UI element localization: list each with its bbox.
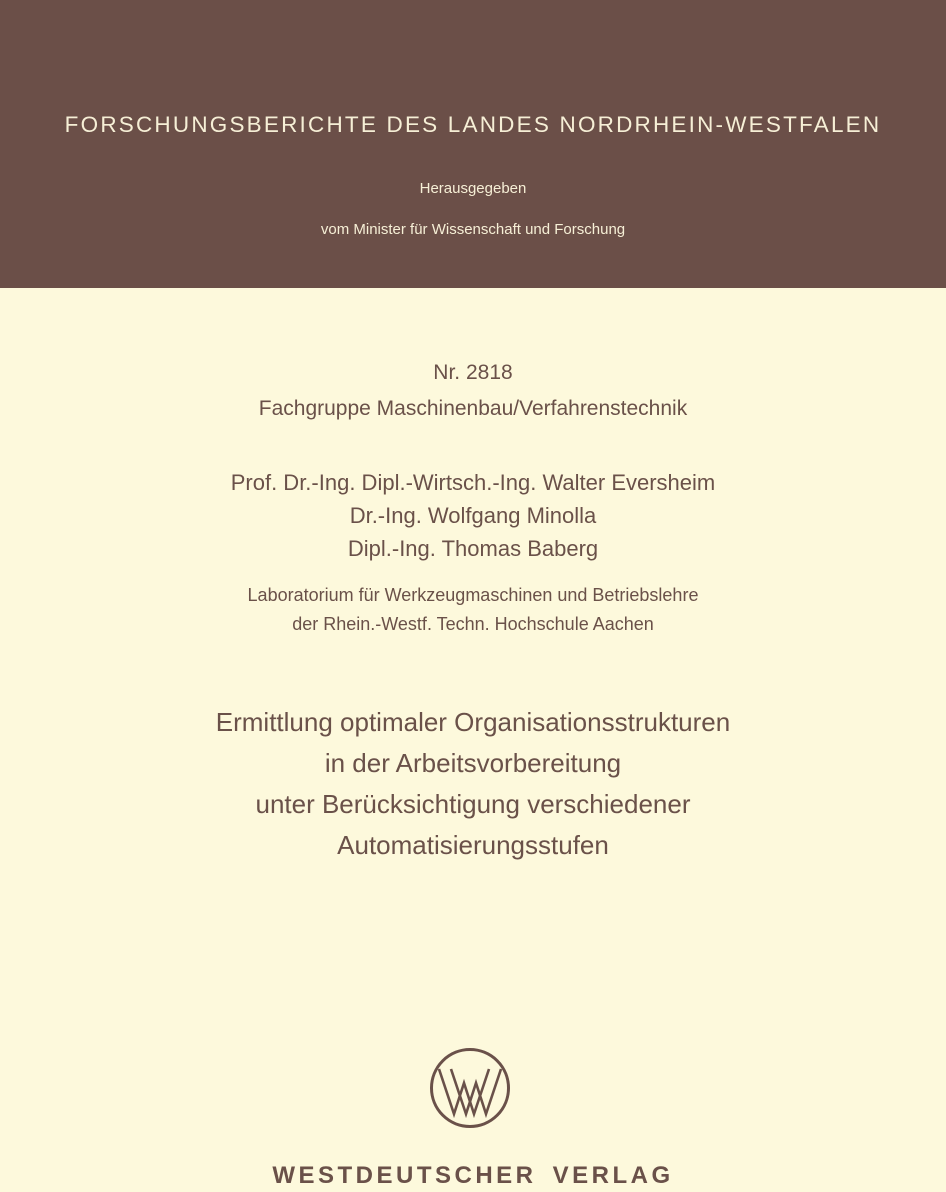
title-line-1: Ermittlung optimaler Organisationsstrukturen [215,707,731,737]
institution-line-2: der Rhein.-Westf. Techn. Hochschule Aachen [292,614,654,634]
title-line-3: unter Berücksichtigung verschiedener [255,789,691,819]
author-1: Prof. Dr.-Ing. Dipl.-Wirtsch.-Ing. Walter Eversheim [230,470,716,495]
report-number: Nr. 2818 [433,361,513,384]
editor-name: vom Minister für Wissenschaft und Forschung [320,221,626,238]
wv-logo-icon [429,1047,511,1129]
title-line-2: in der Arbeitsvorbereitung [324,748,622,778]
author-3: Dipl.-Ing. Thomas Baberg [347,536,599,561]
subject-group: Fachgruppe Maschinenbau/Verfahrenstechnik [258,397,688,420]
header-band [0,0,946,288]
series-title: FORSCHUNGSBERICHTE DES LANDES NORDRHEIN-WESTFALEN [64,112,882,137]
title-line-4: Automatisierungsstufen [337,830,609,860]
institution-line-1: Laboratorium für Werkzeugmaschinen und Betriebslehre [247,585,699,605]
editor-label: Herausgegeben [419,180,527,197]
author-2: Dr.-Ing. Wolfgang Minolla [349,503,597,528]
publisher-name: WESTDEUTSCHER VERLAG [272,1162,674,1189]
